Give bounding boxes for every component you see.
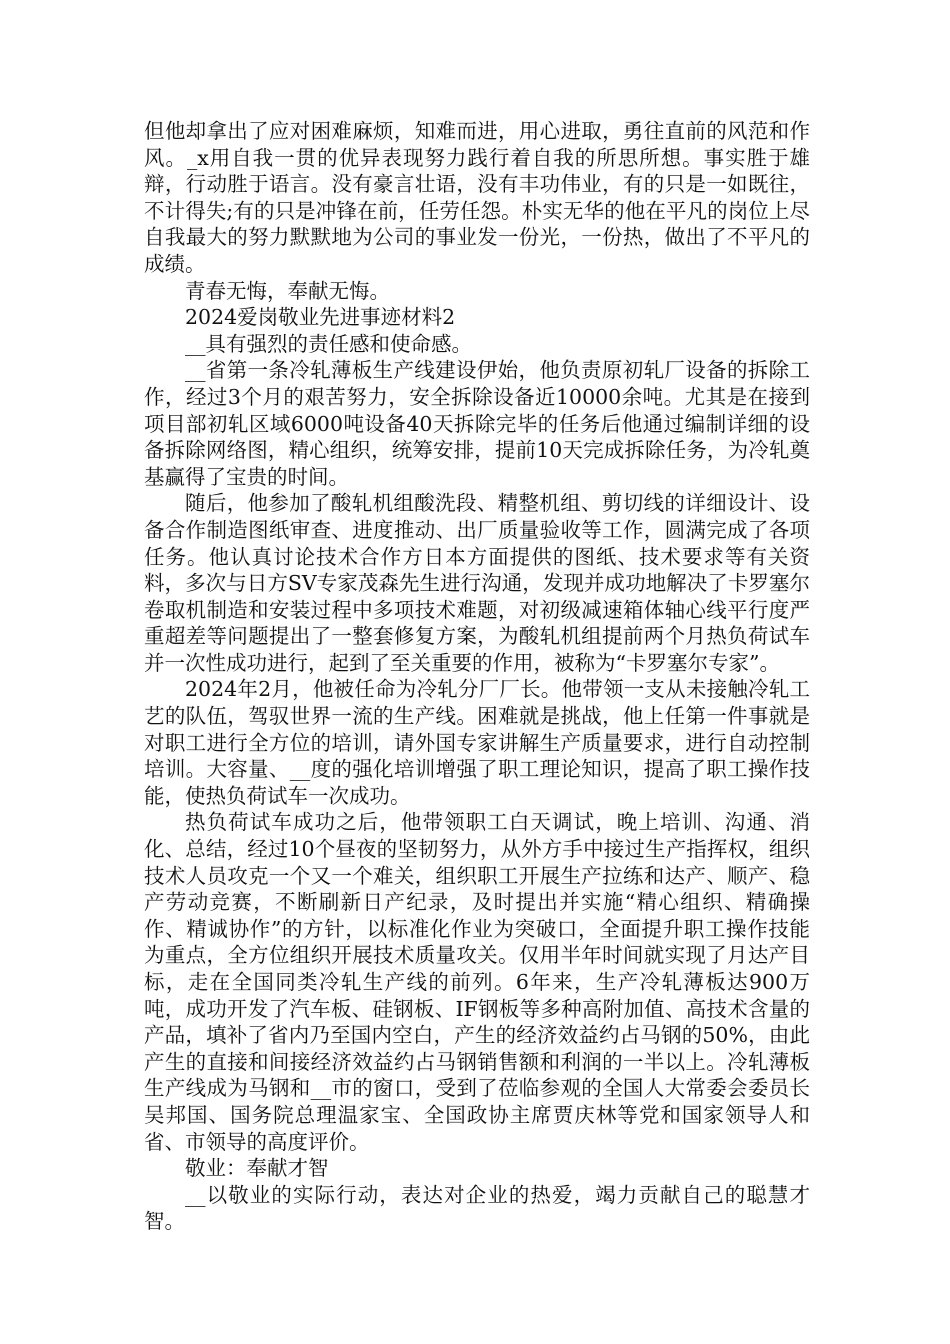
paragraph-2: 青春无悔，奉献无悔。 xyxy=(185,278,390,303)
section-heading: 2024爱岗敬业先进事迹材料2 xyxy=(185,305,456,330)
paragraph-6: 随后，他参加了酸轧机组酸洗段、精整机组、剪切线的详细设计、设备合作制造图纸审查、进度推动、出厂质量验收等工作，圆满完成了各项任务。他认真讨论技术合作方日本方面提供的图纸、技术要求等有关资料，多次与日方SV专家茂森先生进行沟通，发现并成功地解决了卡罗塞尔卷取机制造和安装过程中多项技术难题，对初级减速箱体轴心线平行度严重超差等问题提出了一整套修复方案，为酸轧机组提前两个月热负荷试车并一次性成功进行，起到了至关重要的作用，被称为“卡罗塞尔专家”。 xyxy=(144,491,810,675)
paragraph-7: 2024年2月，他被任命为冷轧分厂厂长。他带领一支从未接触冷轧工艺的队伍，驾驭世界一流的生产线。困难就是挑战，他上任第一件事就是对职工进行全方位的培训，请外国专家讲解生产质量要求，进行自动控制培训。大容量、__度的强化培训增强了职工理论知识，提高了职工操作技能，使热负荷试车一次成功。 xyxy=(144,677,810,808)
paragraph-10: __以敬业的实际行动，表达对企业的热爱，竭力贡献自己的聪慧才智。 xyxy=(144,1182,810,1234)
document-page xyxy=(144,118,810,1235)
subheading-responsibility: __具有强烈的责任感和使命感。 xyxy=(185,331,472,356)
paragraph-8: 热负荷试车成功之后，他带领职工白天调试，晚上培训、沟通、消化、总结，经过10个昼夜的坚韧努力，从外方手中接过生产指挥权，组织技术人员攻克一个又一个难关，组织职工开展生产拉练和达产、顺产、稳产劳动竞赛，不断刷新日产纪录，及时提出并实施“精心组织、精确操作、精诚协作”的方针，以标准化作业为突破口，全面提升职工操作技能为重点，全方位组织开展技术质量攻关。仅用半年时间就实现了月达产目标，走在全国同类冷轧生产线的前列。6年来，生产冷轧薄板达900万吨，成功开发了汽车板、硅钢板、IF钢板等多种高附加值、高技术含量的产品，填补了省内乃至国内空白，产生的经济效益约占马钢的50%，由此产生的直接和间接经济效益约占马钢销售额和利润的一半以上。冷轧薄板生产线成为马钢和__市的窗口，受到了莅临参观的全国人大常委会委员长吴邦国、国务院总理温家宝、全国政协主席贾庆林等党和国家领导人和省、市领导的高度评价。 xyxy=(144,810,810,1154)
paragraph-1: 但他却拿出了应对困难麻烦，知难而进，用心进取，勇往直前的风范和作风。_x用自我一贯的优异表现努力践行着自我的所思所想。事实胜于雄辩，行动胜于语言。没有豪言壮语，没有丰功伟业，有的只是一如既往，不计得失;有的只是冲锋在前，任劳任怨。朴实无华的他在平凡的岗位上尽自我最大的努力默默地为公司的事业发一份光，一份热，做出了不平凡的成绩。 xyxy=(144,119,810,276)
subheading-dedication: 敬业：奉献才智 xyxy=(185,1156,329,1181)
paragraph-5: __省第一条冷轧薄板生产线建设伊始，他负责原初轧厂设备的拆除工作，经过3个月的艰苦努力，安全拆除设备近10000余吨。尤其是在接到项目部初轧区域6000吨设备40天拆除完毕的任务后他通过编制详细的设备拆除网络图，精心组织，统筹安排，提前10天完成拆除任务，为冷轧奠基赢得了宝贵的时间。 xyxy=(144,358,810,489)
